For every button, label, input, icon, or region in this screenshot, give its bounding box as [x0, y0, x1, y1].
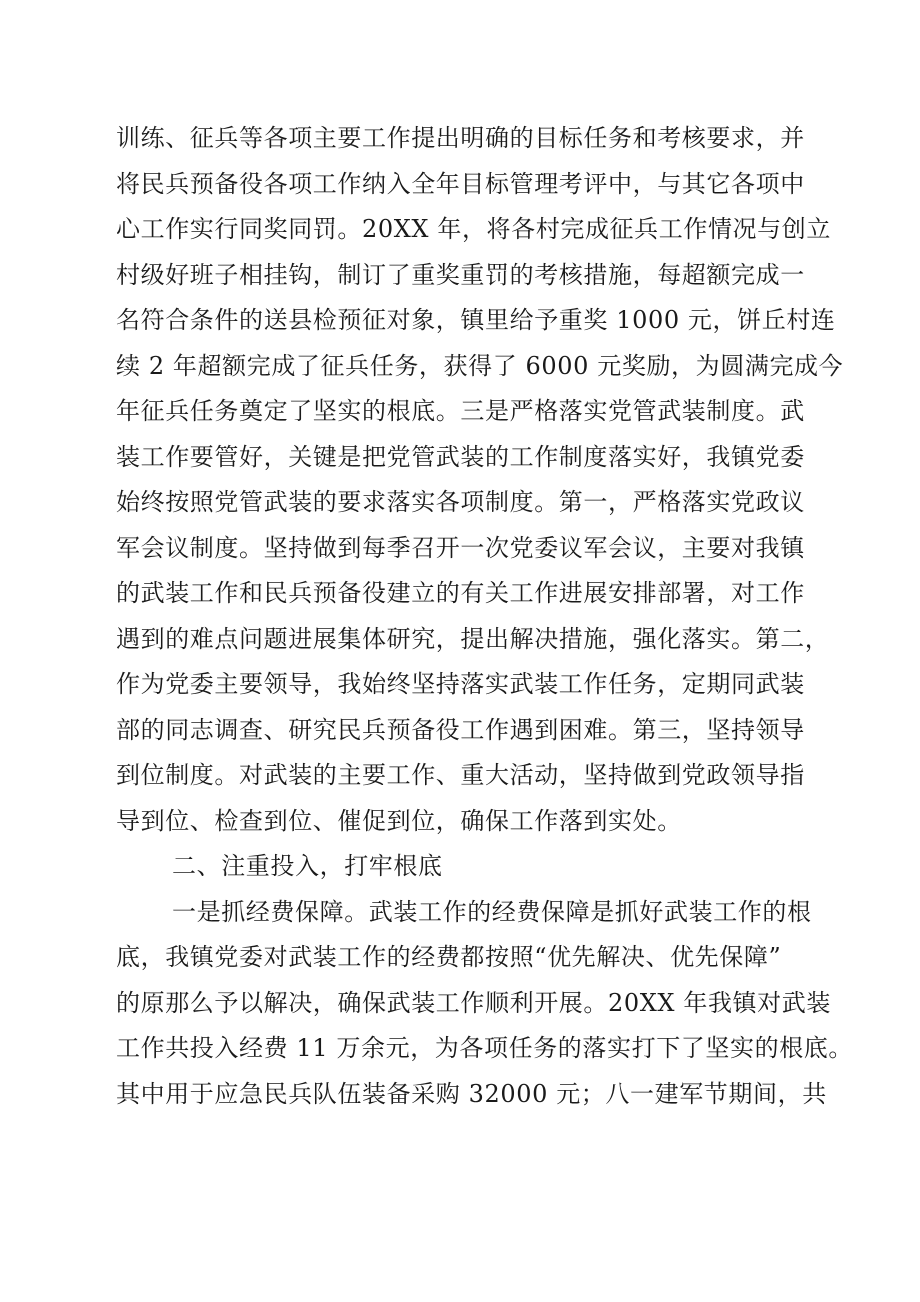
body-line: 作为党委主要领导，我始终坚持落实武装工作任务，定期同武装 [116, 670, 805, 698]
document-body [116, 116, 853, 1117]
body-line: 工作共投入经费 11 万余元，为各项任务的落实打下了坚实的根底。 [116, 1034, 853, 1062]
body-line: 到位制度。对武装的主要工作、重大活动，坚持做到党政领导指 [116, 761, 805, 789]
body-line: 名符合条件的送县检预征对象，镇里给予重奖 1000 元，饼丘村连 [116, 306, 836, 334]
body-line: 的原那么予以解决，确保武装工作顺利开展。20XX 年我镇对武装 [116, 988, 831, 1017]
section-heading: 二、注重投入，打牢根底 [172, 852, 443, 880]
body-line: 装工作要管好，关键是把党管武装的工作制度落实好，我镇党委 [116, 442, 805, 471]
body-line: 村级好班子相挂钩，制订了重奖重罚的考核措施，每超额完成一 [116, 260, 805, 289]
body-line: 的武装工作和民兵预备役建立的有关工作进展安排部署，对工作 [116, 579, 805, 607]
body-line: 续 2 年超额完成了征兵任务，获得了 6000 元奖励，为圆满完成今 [116, 351, 844, 380]
body-line: 军会议制度。坚持做到每季召开一次党委议军会议，主要对我镇 [116, 533, 805, 562]
body-line: 将民兵预备役各项工作纳入全年目标管理考评中，与其它各项中 [116, 169, 805, 198]
body-line: 遇到的难点问题进展集体研究，提出解决措施，强化落实。第二， [116, 624, 830, 653]
body-line: 年征兵任务奠定了坚实的根底。三是严格落实党管武装制度。武 [116, 397, 805, 425]
body-line: 底，我镇党委对武装工作的经费都按照“优先解决、优先保障” [116, 943, 782, 971]
body-line: 始终按照党管武装的要求落实各项制度。第一，严格落实党政议 [116, 488, 805, 516]
body-line: 心工作实行同奖同罚。20XX 年，将各村完成征兵工作情况与创立 [116, 215, 831, 243]
body-line: 其中用于应急民兵队伍装备采购 32000 元；八一建军节期间，共 [116, 1079, 827, 1108]
body-line: 导到位、检查到位、催促到位，确保工作落到实处。 [116, 806, 682, 835]
body-line: 部的同志调查、研究民兵预备役工作遇到困难。第三，坚持领导 [116, 715, 805, 744]
paragraph-first-line: 一是抓经费保障。武装工作的经费保障是抓好武装工作的根 [172, 897, 812, 926]
body-line: 训练、征兵等各项主要工作提出明确的目标任务和考核要求，并 [116, 124, 805, 152]
